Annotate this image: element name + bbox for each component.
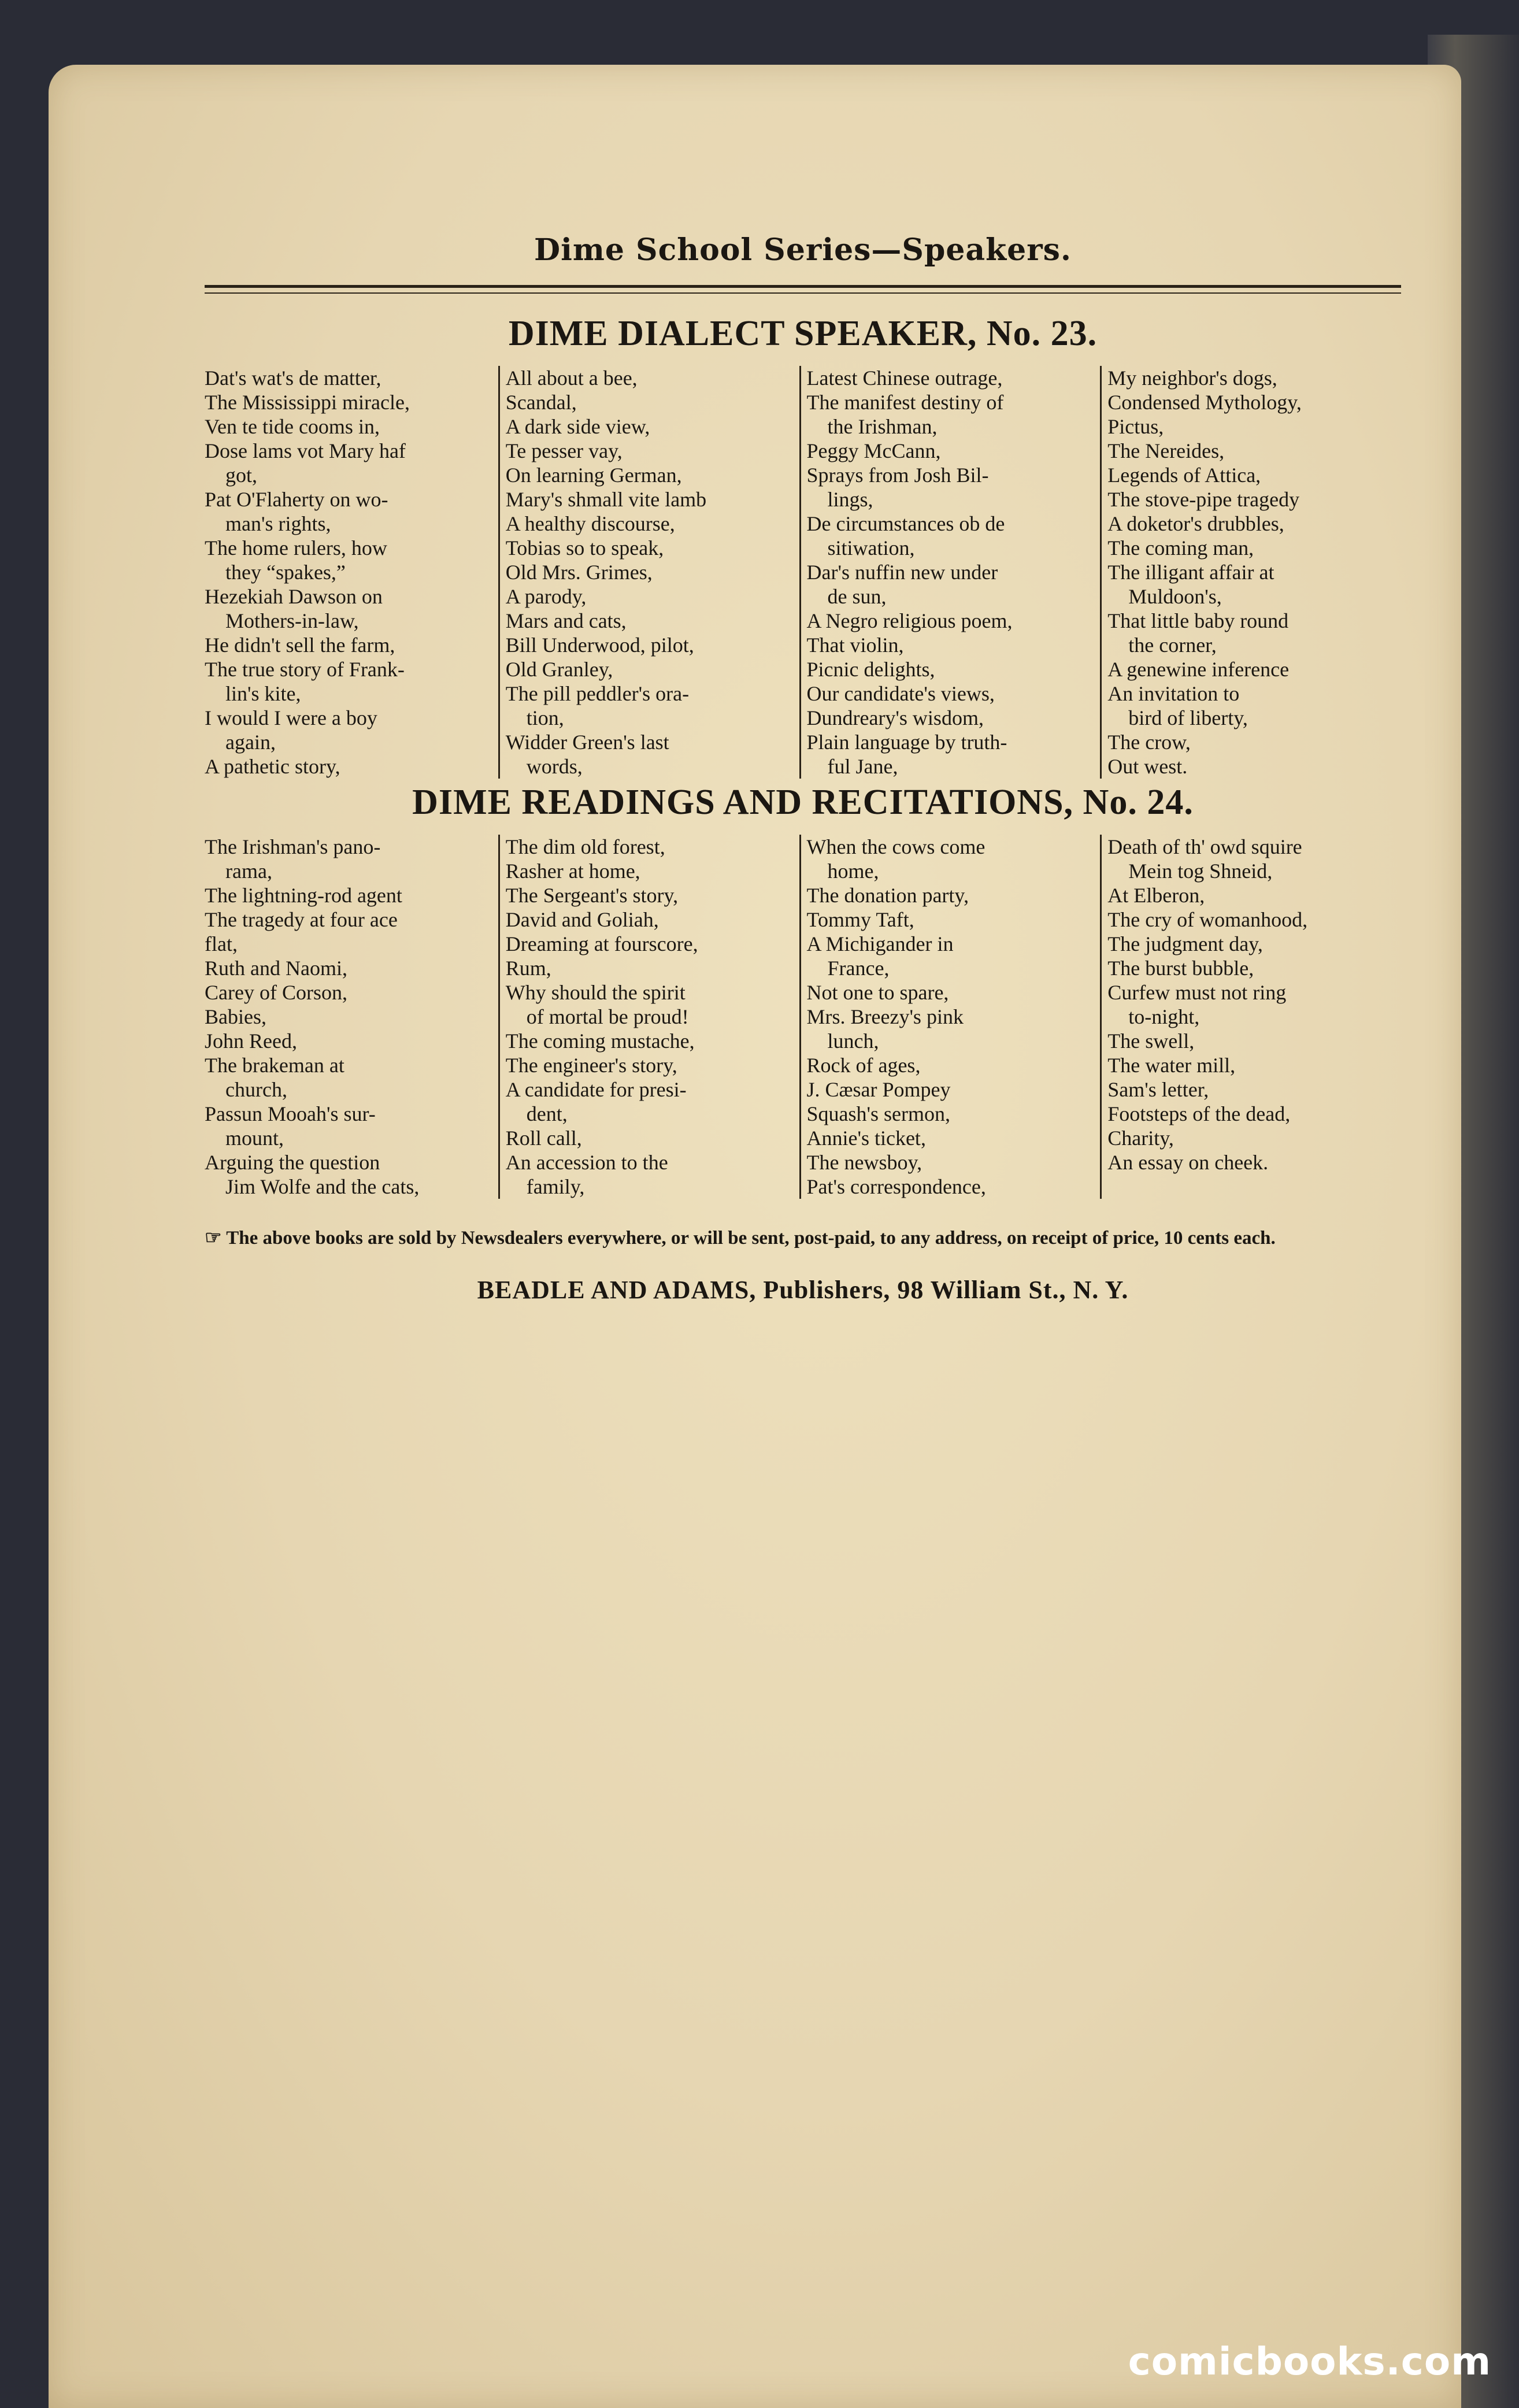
publisher-line: BEADLE AND ADAMS, Publishers, 98 William St., N. Y. [477, 1276, 1129, 1304]
title-entry: Rum, [505, 957, 551, 980]
title-entry: church, [225, 1078, 287, 1101]
title-entry: An invitation to [1107, 682, 1240, 705]
title-entry: Widder Green's last [505, 731, 669, 754]
title-columns [205, 835, 1401, 1199]
title-entry: An essay on cheek. [1107, 1151, 1269, 1174]
title-entry: Pictus, [1107, 415, 1164, 438]
title-entry: A Michigander in [806, 932, 954, 955]
title-entry: A pathetic story, [205, 755, 340, 778]
title-entry: ful Jane, [827, 755, 898, 778]
title-entry: Hezekiah Dawson on [205, 585, 383, 608]
title-entry: Footsteps of the dead, [1107, 1102, 1291, 1125]
section-readings-recitations [205, 782, 1401, 1199]
title-entry: Mars and cats, [505, 609, 627, 632]
title-entry: Plain language by truth- [806, 731, 1007, 754]
section-title: DIME READINGS AND RECITATIONS, No. 24. [412, 783, 1194, 822]
title-entry: The stove-pipe tragedy [1107, 488, 1300, 511]
title-entry: Legends of Attica, [1107, 464, 1261, 487]
title-entry: Babies, [205, 1005, 266, 1028]
title-entry: Tobias so to speak, [505, 536, 664, 560]
title-entry: The engineer's story, [505, 1054, 677, 1077]
title-entry: Dat's wat's de matter, [205, 366, 381, 390]
title-entry: Dreaming at fourscore, [505, 932, 698, 955]
title-entry: Mein tog Shneid, [1128, 860, 1273, 883]
title-column [498, 366, 799, 779]
title-entry: I would I were a boy [205, 706, 377, 729]
title-entry: The tragedy at four ace [205, 908, 398, 931]
title-entry: Out west. [1107, 755, 1188, 778]
title-entry: Squash's sermon, [806, 1102, 950, 1125]
book-page [49, 65, 1461, 2408]
title-column [205, 835, 498, 1199]
title-entry: The true story of Frank- [205, 658, 405, 681]
title-column [1100, 366, 1401, 779]
title-entry: Muldoon's, [1128, 585, 1222, 608]
page-content [205, 232, 1401, 1305]
title-entry: Arguing the question [205, 1151, 380, 1174]
title-entry: the corner, [1128, 634, 1217, 657]
title-entry: Old Mrs. Grimes, [505, 561, 653, 584]
title-entry: Old Granley, [505, 658, 613, 681]
title-entry: John Reed, [205, 1029, 297, 1053]
title-entry: De circumstances ob de [806, 512, 1005, 535]
title-entry: lings, [827, 488, 873, 511]
title-entry: again, [225, 731, 276, 754]
title-entry: The cry of womanhood, [1107, 908, 1308, 931]
title-entry: My neighbor's dogs, [1107, 366, 1277, 390]
title-entry: France, [827, 957, 890, 980]
title-entry: words, [526, 755, 583, 778]
title-entry: J. Cæsar Pompey [806, 1078, 951, 1101]
title-entry: The Sergeant's story, [505, 884, 679, 907]
title-entry: Scandal, [505, 391, 577, 414]
title-entry: Tommy Taft, [806, 908, 914, 931]
title-entry: A candidate for presi- [505, 1078, 687, 1101]
title-entry: Dundreary's wisdom, [806, 706, 984, 729]
title-entry: they “spakes,” [225, 561, 346, 584]
title-entry: Dose lams vot Mary haf [205, 439, 406, 462]
title-entry: The pill peddler's ora- [505, 682, 690, 705]
title-entry: The coming mustache, [505, 1029, 695, 1053]
title-entry: Dar's nuffin new under [806, 561, 998, 584]
title-entry: Mrs. Breezy's pink [806, 1005, 964, 1028]
title-entry: Condensed Mythology, [1107, 391, 1302, 414]
title-columns [205, 366, 1401, 779]
title-entry: Te pesser vay, [505, 439, 623, 462]
title-entry: Jim Wolfe and the cats, [225, 1175, 420, 1198]
title-entry: The home rulers, how [205, 536, 387, 560]
title-entry: Curfew must not ring [1107, 981, 1287, 1004]
title-entry: The coming man, [1107, 536, 1254, 560]
title-entry: The manifest destiny of [806, 391, 1004, 414]
title-entry: dent, [526, 1102, 568, 1125]
sales-notice-text: The above books are sold by Newsdealers everywhere, or will be sent, post-paid, to any address, on receipt of price, 10 cents each. [226, 1228, 1276, 1249]
title-entry: Ruth and Naomi, [205, 957, 347, 980]
title-entry: the Irishman, [827, 415, 938, 438]
title-entry: rama, [225, 860, 272, 883]
title-entry: Charity, [1107, 1127, 1174, 1150]
title-entry: Mothers-in-law, [225, 609, 359, 632]
title-entry: lin's kite, [225, 682, 301, 705]
title-entry: Rasher at home, [505, 860, 640, 883]
title-entry: A dark side view, [505, 415, 650, 438]
title-entry: The dim old forest, [505, 835, 665, 858]
title-entry: Sprays from Josh Bil- [806, 464, 989, 487]
title-entry: The Irishman's pano- [205, 835, 381, 858]
title-column [205, 366, 498, 779]
title-entry: At Elberon, [1107, 884, 1205, 907]
title-entry: mount, [225, 1127, 284, 1150]
title-entry: The illigant affair at [1107, 561, 1275, 584]
title-entry: sitiwation, [827, 536, 915, 560]
title-entry: An accession to the [505, 1151, 668, 1174]
title-entry: All about a bee, [505, 366, 638, 390]
title-column [799, 366, 1101, 779]
title-entry: A Negro religious poem, [806, 609, 1013, 632]
title-entry: Pat O'Flaherty on wo- [205, 488, 388, 511]
title-entry: of mortal be proud! [526, 1005, 689, 1028]
title-entry: Death of th' owd squire [1107, 835, 1302, 858]
series-header: Dime School Series—Speakers. [533, 232, 1072, 268]
title-entry: The newsboy, [806, 1151, 922, 1174]
title-entry: A doketor's drubbles, [1107, 512, 1284, 535]
title-entry: Picnic delights, [806, 658, 935, 681]
header-rule [205, 285, 1401, 294]
title-entry: Sam's letter, [1107, 1078, 1209, 1101]
title-entry: Roll call, [505, 1127, 582, 1150]
pointing-hand-icon: ☞ [205, 1228, 222, 1249]
title-entry: Peggy McCann, [806, 439, 941, 462]
title-entry: That violin, [806, 634, 904, 657]
title-entry: The crow, [1107, 731, 1191, 754]
title-entry: tion, [526, 706, 564, 729]
title-entry: home, [827, 860, 879, 883]
title-entry: Our candidate's views, [806, 682, 995, 705]
title-entry: Bill Underwood, pilot, [505, 634, 694, 657]
sales-notice [205, 1221, 1401, 1255]
title-entry: The lightning-rod agent [205, 884, 402, 907]
title-entry: bird of liberty, [1128, 706, 1248, 729]
title-entry: Why should the spirit [505, 981, 686, 1004]
title-entry: Carey of Corson, [205, 981, 347, 1004]
title-entry: The Nereides, [1107, 439, 1225, 462]
title-entry: family, [526, 1175, 585, 1198]
title-entry: Not one to spare, [806, 981, 949, 1004]
title-entry: got, [225, 464, 258, 487]
title-entry: to-night, [1128, 1005, 1200, 1028]
watermark: comicbooks.com [1128, 2339, 1491, 2384]
title-column [1100, 835, 1401, 1199]
title-entry: That little baby round [1107, 609, 1289, 632]
title-entry: The water mill, [1107, 1054, 1236, 1077]
title-entry: The brakeman at [205, 1054, 344, 1077]
title-entry: On learning German, [505, 464, 682, 487]
title-entry: Latest Chinese outrage, [806, 366, 1003, 390]
title-entry: David and Goliah, [505, 908, 659, 931]
title-column [799, 835, 1101, 1199]
title-entry: Annie's ticket, [806, 1127, 926, 1150]
title-entry: Ven te tide cooms in, [205, 415, 380, 438]
title-entry: A healthy discourse, [505, 512, 675, 535]
section-title: DIME DIALECT SPEAKER, No. 23. [508, 314, 1098, 353]
title-entry: Pat's correspondence, [806, 1175, 986, 1198]
title-entry: Rock of ages, [806, 1054, 921, 1077]
title-entry: The judgment day, [1107, 932, 1263, 955]
title-entry: A parody, [505, 585, 587, 608]
title-entry: The swell, [1107, 1029, 1195, 1053]
title-entry: lunch, [827, 1029, 879, 1053]
title-entry: When the cows come [806, 835, 986, 858]
title-entry: The donation party, [806, 884, 969, 907]
title-column [498, 835, 799, 1199]
title-entry: man's rights, [225, 512, 331, 535]
title-entry: Passun Mooah's sur- [205, 1102, 376, 1125]
title-entry: de sun, [827, 585, 887, 608]
title-entry: A genewine inference [1107, 658, 1290, 681]
title-entry: flat, [205, 932, 238, 955]
section-dialect-speaker [205, 313, 1401, 779]
title-entry: The burst bubble, [1107, 957, 1254, 980]
title-entry: The Mississippi miracle, [205, 391, 410, 414]
title-entry: Mary's shmall vite lamb [505, 488, 707, 511]
title-entry: He didn't sell the farm, [205, 634, 395, 657]
